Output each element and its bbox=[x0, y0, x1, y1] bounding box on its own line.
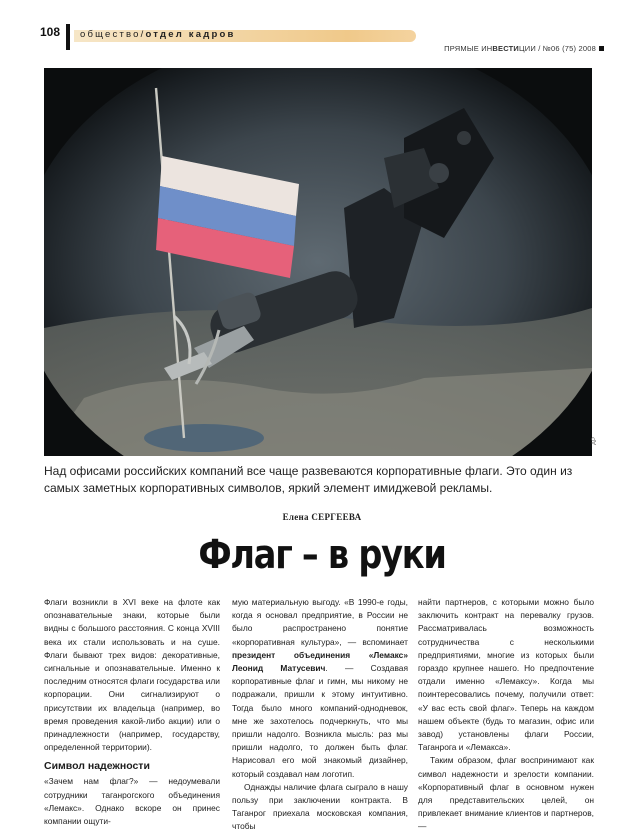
col2-text-b: . — Создавая корпоративные флаг и гимн, мы никому не подражали, пришли к этому интуитивно. Тогда было много компаний-однодневок, мне же захотелось подчеркнуть, что мы пришли надолго. Возникла мысль: раз мы пришли надолго, то должен быть флаг. Нарисовал его мой знакомый дизайнер, который создавал нам логотип. bbox=[232, 663, 408, 779]
col1-paragraph-1: Флаги возникли в XVI веке на флоте как опознавательные знаки, которые были видны с большого расстояния. С конца XVIII века их стали использовать и на суше. Флаги бывают трех видов: декоративные, сигнальные и опознавательные. Именно к последним относятся флаги государства или корпорации. Они сигнализируют о присутствии их владельца (например, во время проведения какой-либо акции) или о принадлежности (например, государству, определенной территории). bbox=[44, 597, 220, 753]
article-column-1 bbox=[44, 596, 220, 828]
author-byline: Елена СЕРГЕЕВА bbox=[282, 512, 362, 522]
section-name: общество bbox=[80, 29, 141, 40]
page-header bbox=[0, 0, 644, 56]
col1-paragraph-2: «Зачем нам флаг?» — недоумевали сотрудники таганрогского объединения «Лемакс». Однако вскоре он принес компании ощути- bbox=[44, 776, 220, 827]
subheading: Символ надежности bbox=[44, 760, 150, 773]
col3-paragraph-2: Таким образом, флаг воспринимают как символ надежности и зрелости компании. «Корпоративный флаг в основном нужен для представительских целей, он привлекает внимание клиентов и партнеров, — bbox=[418, 755, 594, 832]
subsection-name: отдел кадров bbox=[145, 29, 236, 40]
section-separator: / bbox=[140, 29, 146, 40]
page-number: 108 bbox=[40, 25, 61, 39]
article-column-3 bbox=[418, 596, 594, 834]
article-headline: Флаг – в руки bbox=[198, 532, 446, 578]
article-column-2 bbox=[232, 596, 408, 834]
issue-bold: ВЕСТИ bbox=[492, 44, 520, 53]
issue-prefix: ПРЯМЫЕ ИН bbox=[444, 44, 493, 53]
col2-bold-quote-source: президент объединения «Лемакс» Леонид Матусевич bbox=[232, 649, 408, 674]
col2-paragraph-2: Однажды наличие флага сыграло в нашу пользу при заключении контракта. В Таганрог приехала московская компания, чтобы bbox=[232, 781, 408, 832]
col2-text-a: мую материальную выгоду. «В 1990-е годы, когда я основал предприятие, в России не было распространено понятие «корпоративная культура», — вспоминает bbox=[232, 597, 408, 647]
section-label bbox=[80, 29, 236, 40]
issue-suffix: ЦИИ / №06 (75) 2008 bbox=[519, 44, 596, 53]
photo-caption: Над офисами российских компаний все чаще развеваются корпоративные флаги. Это один из самых заметных корпоративных символов, яркий элемент имиджевой рекламы. bbox=[44, 464, 573, 495]
square-bullet-icon bbox=[599, 46, 604, 51]
photo-credit: AP bbox=[592, 436, 598, 445]
header-divider-bar bbox=[66, 24, 70, 50]
col3-paragraph-1: найти партнеров, с которыми можно было заключить контракт на перевалку грузов. Рассматривалась возможность сотрудничества с несколькими предприятиями, многие из которых были гораздо крупнее нашего. Но предпочтение отдали именно «Лемаксу». Когда мы поинтересовались почему, получили ответ: «У вас есть свой флаг». Теперь на каждом нашем объекте (будь то магазин, офис или завод) установлены флаги России, Таганрога и «Лемакса». bbox=[418, 597, 594, 753]
main-photo bbox=[44, 68, 592, 456]
col2-paragraph-1 bbox=[232, 596, 408, 781]
issue-line bbox=[444, 44, 604, 53]
